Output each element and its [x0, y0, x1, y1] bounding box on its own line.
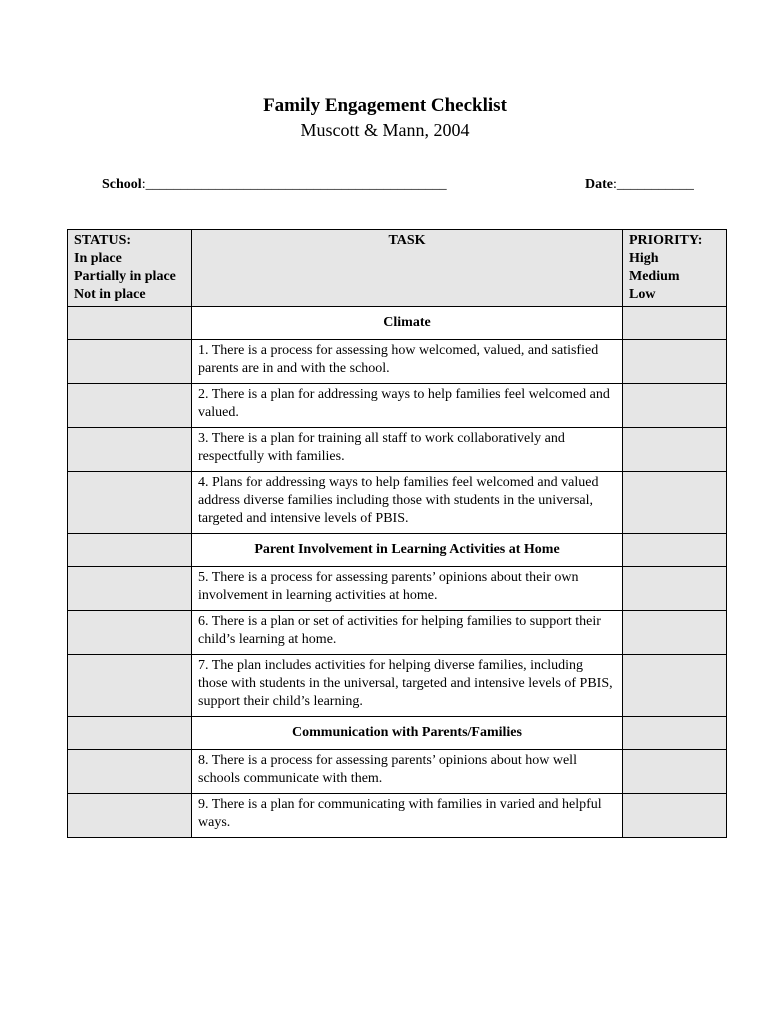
- section-priority-cell: [623, 534, 727, 567]
- task-cell: 5. There is a process for assessing parents’ opinions about their own involvement in learning activities at home.: [192, 567, 623, 611]
- priority-header-title: PRIORITY:: [629, 233, 703, 248]
- priority-cell[interactable]: [623, 384, 727, 428]
- section-status-cell: [68, 307, 192, 340]
- priority-option-high: High: [629, 251, 659, 266]
- status-header-title: STATUS:: [74, 233, 132, 248]
- status-option-in-place: In place: [74, 251, 122, 266]
- section-row: [68, 307, 727, 340]
- status-option-partial: Partially in place: [74, 269, 176, 284]
- task-cell: 7. The plan includes activities for helping diverse families, including those with students in the universal, targeted and intensive levels of PBIS, support their child’s learning.: [192, 655, 623, 717]
- table-header-row: [68, 230, 727, 307]
- school-label: School: [102, 177, 142, 192]
- date-field[interactable]: [585, 177, 694, 193]
- priority-cell[interactable]: [623, 655, 727, 717]
- table-row: [68, 655, 727, 717]
- priority-cell[interactable]: [623, 794, 727, 838]
- section-row: [68, 534, 727, 567]
- priority-cell[interactable]: [623, 472, 727, 534]
- task-header: TASK: [192, 230, 623, 307]
- status-cell[interactable]: [68, 750, 192, 794]
- school-blank-line[interactable]: :___________________________________________: [141, 177, 447, 192]
- section-title: Parent Involvement in Learning Activities at Home: [192, 534, 623, 567]
- priority-option-low: Low: [629, 287, 656, 302]
- task-cell: 1. There is a process for assessing how welcomed, valued, and satisfied parents are in and with the school.: [192, 340, 623, 384]
- status-cell[interactable]: [68, 655, 192, 717]
- document-subtitle: Muscott & Mann, 2004: [300, 120, 470, 140]
- task-cell: 4. Plans for addressing ways to help families feel welcomed and valued address diverse families including those with students in the universal, targeted and intensive levels of PBIS.: [192, 472, 623, 534]
- table-row: [68, 611, 727, 655]
- date-label: Date: [585, 177, 613, 192]
- priority-header: [623, 230, 727, 307]
- section-priority-cell: [623, 307, 727, 340]
- task-cell: 2. There is a plan for addressing ways to help families feel welcomed and valued.: [192, 384, 623, 428]
- section-title: Communication with Parents/Families: [192, 717, 623, 750]
- section-title: Climate: [192, 307, 623, 340]
- status-cell[interactable]: [68, 794, 192, 838]
- table-row: [68, 750, 727, 794]
- task-cell: 6. There is a plan or set of activities for helping families to support their child’s learning at home.: [192, 611, 623, 655]
- table-row: [68, 794, 727, 838]
- priority-cell[interactable]: [623, 750, 727, 794]
- priority-cell[interactable]: [623, 567, 727, 611]
- table-row: [68, 472, 727, 534]
- section-priority-cell: [623, 717, 727, 750]
- status-cell[interactable]: [68, 428, 192, 472]
- table-row: [68, 340, 727, 384]
- document-title: Family Engagement Checklist: [263, 95, 507, 116]
- priority-cell[interactable]: [623, 428, 727, 472]
- task-cell: 9. There is a plan for communicating with families in varied and helpful ways.: [192, 794, 623, 838]
- status-cell[interactable]: [68, 567, 192, 611]
- priority-cell[interactable]: [623, 611, 727, 655]
- table-row: [68, 384, 727, 428]
- status-cell[interactable]: [68, 384, 192, 428]
- priority-cell[interactable]: [623, 340, 727, 384]
- task-cell: 8. There is a process for assessing parents’ opinions about how well schools communicate with them.: [192, 750, 623, 794]
- status-cell[interactable]: [68, 472, 192, 534]
- school-field[interactable]: [102, 177, 447, 193]
- date-blank-line[interactable]: :___________: [613, 177, 694, 192]
- checklist-table: [67, 229, 727, 838]
- section-status-cell: [68, 534, 192, 567]
- table-row: [68, 428, 727, 472]
- status-option-not-in-place: Not in place: [74, 287, 146, 302]
- table-row: [68, 567, 727, 611]
- status-header: [68, 230, 192, 307]
- status-cell[interactable]: [68, 340, 192, 384]
- section-row: [68, 717, 727, 750]
- section-status-cell: [68, 717, 192, 750]
- priority-option-medium: Medium: [629, 269, 680, 284]
- task-cell: 3. There is a plan for training all staff to work collaboratively and respectfully with families.: [192, 428, 623, 472]
- status-cell[interactable]: [68, 611, 192, 655]
